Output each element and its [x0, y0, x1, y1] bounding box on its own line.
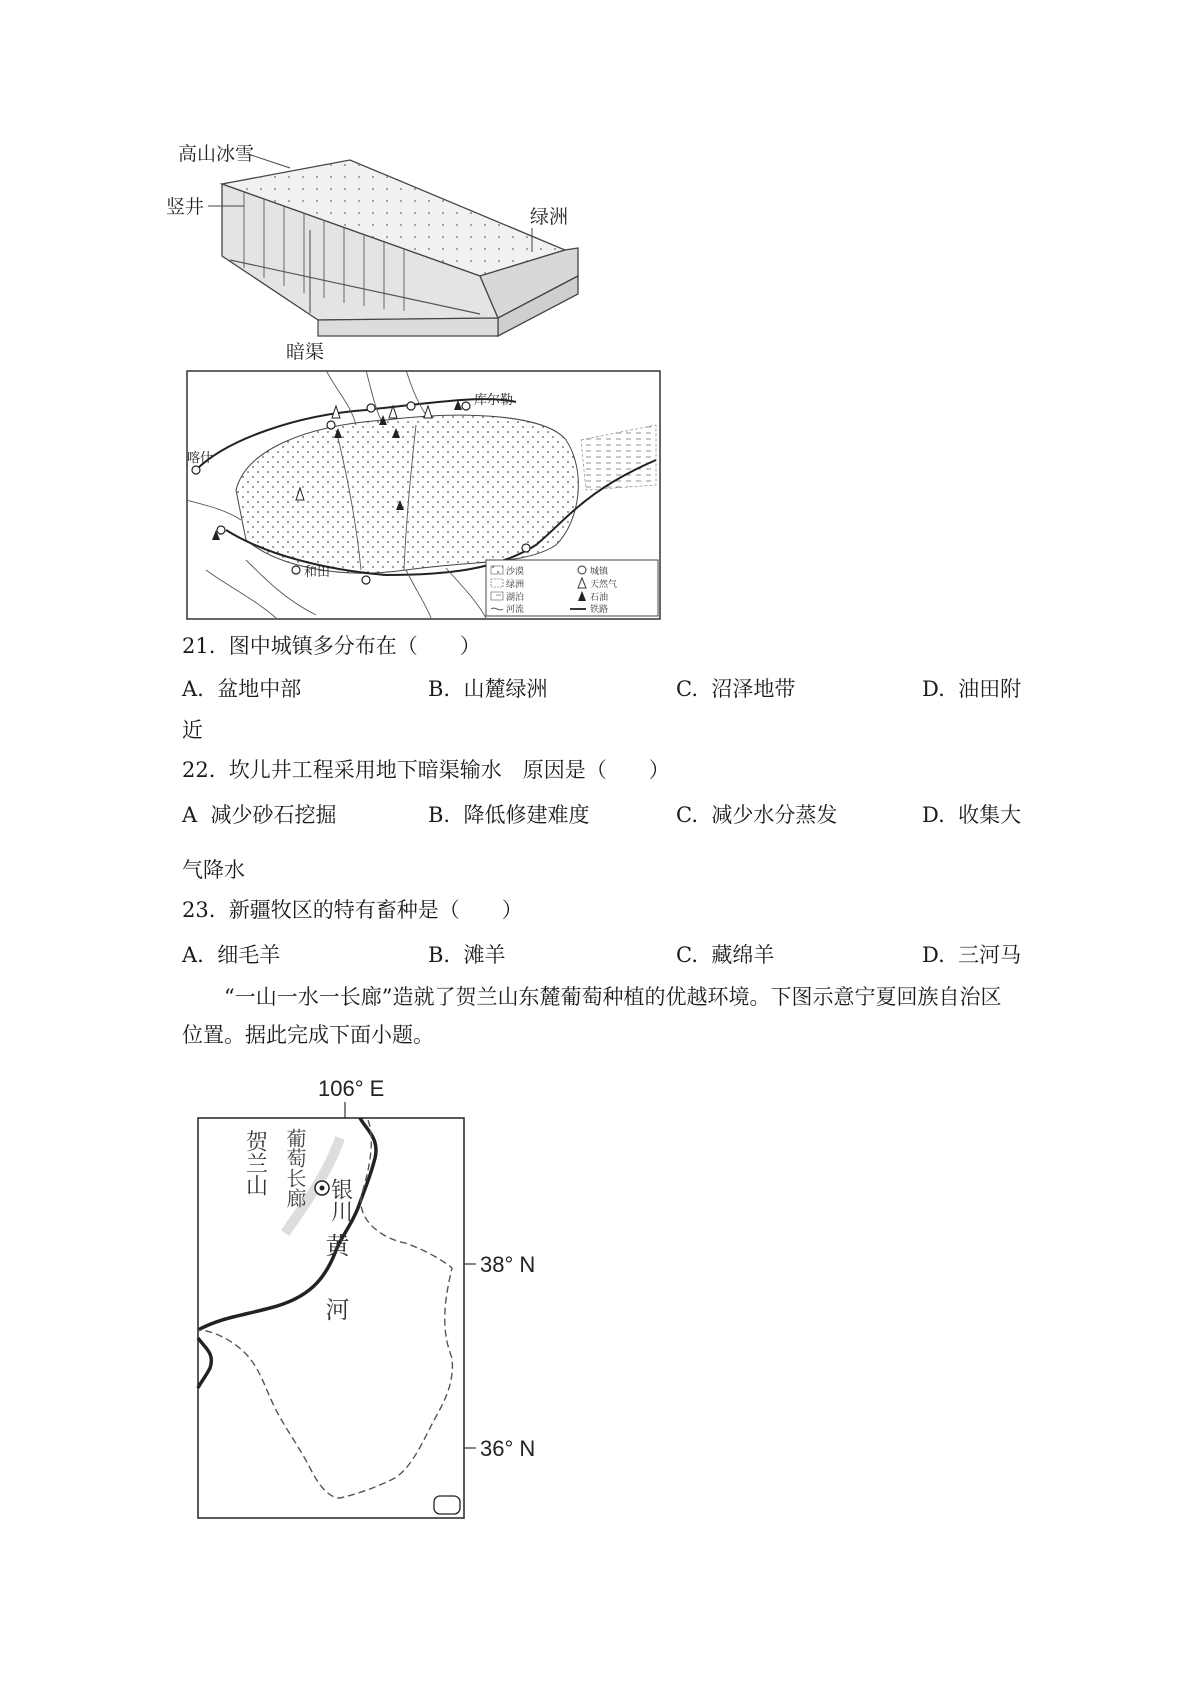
legend-oasis: 绿洲 — [506, 580, 525, 590]
question-21-option-a[interactable]: A. 盆地中部 — [182, 677, 302, 701]
legend-railway: 铁路 — [590, 605, 609, 615]
ningxia-map — [190, 1068, 570, 1528]
legend-town-icon — [578, 566, 586, 574]
legend-town: 城镇 — [590, 567, 609, 577]
korla-label: 库尔勒 — [474, 393, 514, 408]
lat38-label: 38° N — [480, 1252, 536, 1277]
legend-lake-icon — [491, 592, 503, 600]
legend-lake: 湖泊 — [506, 593, 525, 603]
yinchuan-label: 银川 — [327, 1178, 353, 1222]
bottom-face — [318, 318, 498, 336]
question-22-stem: 22. 坎儿井工程采用地下暗渠输水 原因是（ ） — [182, 758, 670, 782]
legend-gas: 天然气 — [590, 580, 618, 590]
mountain-label: 贺兰山 — [242, 1130, 268, 1196]
oasis-label: 绿洲 — [530, 206, 569, 228]
glacier-leader — [248, 154, 290, 168]
river-label: 黄河 — [321, 1233, 349, 1361]
question-23-option-b[interactable]: B. 滩羊 — [428, 943, 506, 967]
lat36-label: 36° N — [480, 1436, 536, 1461]
karez-diagram — [160, 138, 630, 363]
question-23-option-d[interactable]: D. 三河马 — [922, 943, 1022, 967]
legend-oasis-icon — [491, 579, 503, 587]
intro-paragraph — [182, 978, 1042, 1054]
legend-river: 河流 — [506, 605, 525, 615]
question-22-option-a[interactable]: A 减少砂石挖掘 — [182, 803, 337, 827]
kashi-label: 喀什 — [187, 451, 214, 466]
legend-oil: 石油 — [590, 593, 609, 603]
intro-line-2: 位置。据此完成下面小题。 — [182, 1023, 434, 1047]
tarim-map-svg — [186, 370, 661, 620]
hotan-label: 和田 — [304, 565, 331, 580]
question-22-option-d-continuation: 气降水 — [182, 858, 245, 882]
question-23-stem: 23. 新疆牧区的特有畜种是（ ） — [182, 898, 523, 922]
yinchuan-dot — [320, 1186, 325, 1191]
question-21-option-d-continuation: 近 — [182, 718, 203, 742]
intro-line-1: “一山一水一长廊”造就了贺兰山东麓葡萄种植的优越环境。下图示意宁夏回族自治区 — [224, 985, 1002, 1009]
question-22-option-b[interactable]: B. 降低修建难度 — [428, 803, 590, 827]
question-21-stem: 21. 图中城镇多分布在（ ） — [182, 634, 481, 658]
canal-label: 暗渠 — [286, 341, 325, 363]
shaft-label: 竖井 — [166, 196, 205, 218]
longitude-label: 106° E — [318, 1076, 385, 1101]
question-21-option-c[interactable]: C. 沼泽地带 — [676, 677, 796, 701]
grape-belt-label: 葡萄长廊 — [283, 1128, 307, 1208]
question-22-option-c[interactable]: C. 减少水分蒸发 — [676, 803, 838, 827]
legend-desert-icon — [491, 566, 503, 574]
legend-desert: 沙漠 — [506, 567, 525, 577]
ningxia-map-svg — [190, 1068, 570, 1528]
map-legend — [486, 560, 658, 616]
question-23-option-c[interactable]: C. 藏绵羊 — [676, 943, 775, 967]
glacier-label: 高山冰雪 — [178, 143, 255, 165]
question-21-option-d[interactable]: D. 油田附 — [922, 677, 1022, 701]
question-21-option-b[interactable]: B. 山麓绿洲 — [428, 677, 548, 701]
question-23-option-a[interactable]: A. 细毛羊 — [182, 943, 281, 967]
karez-diagram-svg — [160, 138, 630, 363]
tarim-map — [186, 370, 661, 620]
question-22-option-d[interactable]: D. 收集大 — [922, 803, 1022, 827]
